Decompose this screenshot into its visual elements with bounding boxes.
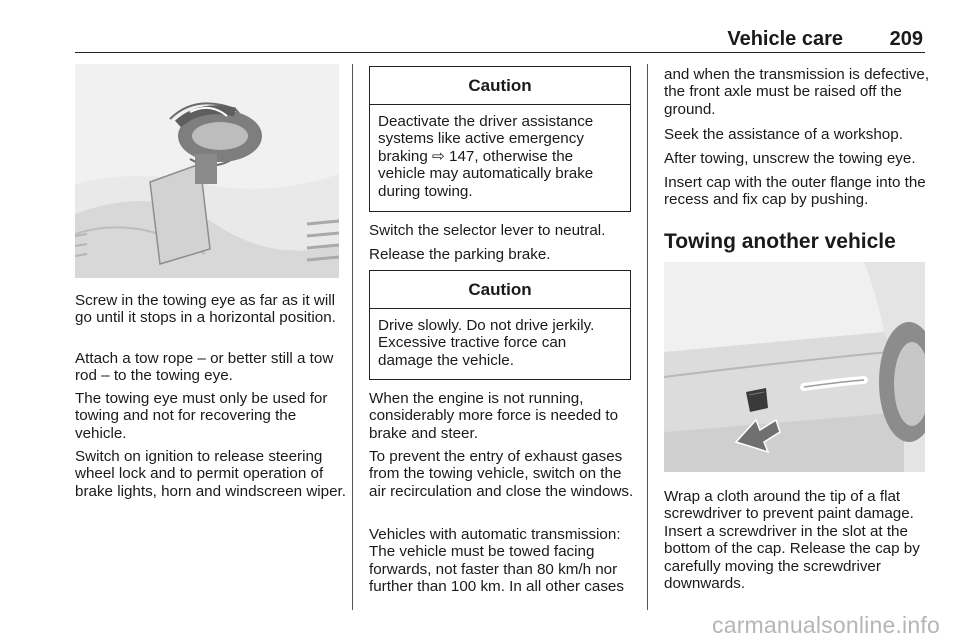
caution-box-2 xyxy=(369,270,631,380)
caution-1-body xyxy=(370,105,630,206)
col2-paragraph-automatic: Vehicles with automatic transmission: The vehicle must be towed facing forwards, not faster than 80 km/h nor further than 100 km. In all other cases xyxy=(369,526,624,596)
caution-1-text-after: , otherwise the vehicle may automatically brake during towing. xyxy=(378,147,594,200)
col1-paragraph-1: Screw in the towing eye as far as it will go until it stops in a horizontal position. xyxy=(75,292,336,327)
col3-paragraph-screwdriver: Wrap a cloth around the tip of a flat screwdriver to prevent paint damage. Insert a screwdriver in the slot at the bottom of the cap. Release the cap by carefully moving the screwdriver downwards. xyxy=(664,488,920,593)
watermark-text: carmanualsonline.info xyxy=(712,612,940,638)
col2-paragraph-selector: Switch the selector lever to neutral. xyxy=(369,222,606,239)
section-heading-towing-another-vehicle: Towing another vehicle xyxy=(664,230,896,253)
col2-paragraph-parking: Release the parking brake. xyxy=(369,246,551,263)
towing-eye-illustration xyxy=(75,64,339,278)
section-title: Vehicle care xyxy=(727,28,843,50)
caution-2-title: Caution xyxy=(370,271,630,309)
col1-paragraph-2: Attach a tow rope – or better still a tow rod – to the towing eye. xyxy=(75,350,334,385)
caution-1-ref-page[interactable]: 147 xyxy=(449,147,475,165)
col1-paragraph-4: Switch on ignition to release steering wheel lock and to permit operation of brake lights, horn and windscreen wiper. xyxy=(75,448,346,500)
page-number: 209 xyxy=(889,28,923,50)
page-ref-arrow-icon: ⇨ xyxy=(432,147,445,165)
caution-1-text-before: Deactivate the driver assistance systems like active emergency braking xyxy=(378,113,594,165)
col1-paragraph-3: The towing eye must only be used for towing and not for recovering the vehicle. xyxy=(75,390,328,442)
caution-2-body: Drive slowly. Do not drive jerkily. Excessive tractive force can damage the vehicle. xyxy=(378,317,595,369)
column-divider-2 xyxy=(647,64,648,610)
caution-box-1 xyxy=(369,66,631,212)
col3-paragraph-transmission: and when the transmission is defective, the front axle must be raised off the ground. xyxy=(664,66,930,118)
towing-eye-svg xyxy=(75,64,339,278)
col2-paragraph-engine: When the engine is not running, considerably more force is needed to brake and steer. xyxy=(369,390,619,442)
col2-paragraph-exhaust: To prevent the entry of exhaust gases from the towing vehicle, switch on the air recirculation and close the windows. xyxy=(369,448,634,500)
column-divider-1 xyxy=(352,64,353,610)
caution-1-title: Caution xyxy=(370,67,630,105)
rear-bumper-illustration xyxy=(664,262,925,472)
col3-paragraph-unscrew: After towing, unscrew the towing eye. xyxy=(664,150,916,167)
col3-paragraph-workshop: Seek the assistance of a workshop. xyxy=(664,126,903,143)
page-header xyxy=(75,28,925,53)
col3-paragraph-cap: Insert cap with the outer flange into the recess and fix cap by pushing. xyxy=(664,174,926,209)
rear-bumper-svg xyxy=(664,262,925,472)
